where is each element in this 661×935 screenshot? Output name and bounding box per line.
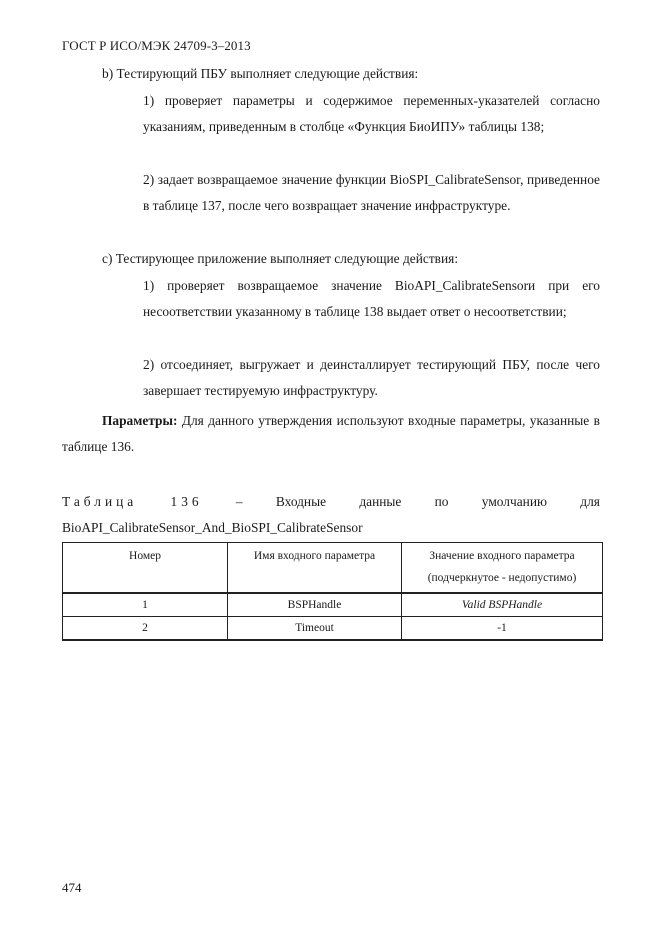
cell-parameter-value: -1 — [402, 617, 603, 641]
table-row — [63, 617, 603, 641]
cell-parameter-name: BSPHandle — [228, 593, 402, 617]
paragraph-b1: 1) проверяет параметры и содержимое переменных-указателей согласно указаниям, приведенным в столбце «Функция БиоИПУ» таблицы 138; — [143, 93, 600, 135]
table-row — [63, 593, 603, 617]
caption-word-1: Входные — [275, 494, 327, 509]
page-number: 474 — [62, 880, 82, 895]
caption-word-3: по — [434, 494, 449, 509]
document-header: ГОСТ Р ИСО/МЭК 24709-3–2013 — [62, 38, 251, 53]
header-number: Номер — [63, 543, 228, 594]
paragraph-c2: 2) отсоединяет, выгружает и деинсталлирует тестирующий ПБУ, после чего завершает тестируемую инфраструктуру. — [143, 357, 600, 399]
cell-number: 2 — [63, 617, 228, 641]
paragraph-parameters — [62, 408, 600, 461]
caption-word-table: Таблица — [62, 494, 138, 509]
paragraph-b2: 2) задает возвращаемое значение функции BioSPI_CalibrateSensor, приведенное в таблице 137, после чего возвращает значение инфраструктуре. — [143, 172, 600, 214]
table-caption — [62, 489, 600, 515]
parameters-label: Параметры: — [102, 413, 178, 428]
caption-word-4: умолчанию — [481, 494, 548, 509]
caption-table-number: 136 — [170, 494, 203, 509]
cell-parameter-value: Valid BSPHandle — [402, 593, 603, 617]
paragraph-b: b) Тестирующий ПБУ выполняет следующие действия: — [102, 66, 419, 81]
table-caption-function-name: BioAPI_CalibrateSensor_And_BioSPI_CalibrateSensor — [62, 520, 363, 535]
cell-number: 1 — [63, 593, 228, 617]
paragraph-c: c) Тестирующее приложение выполняет следующие действия: — [102, 251, 459, 266]
table-header-row — [63, 543, 603, 594]
cell-parameter-name: Timeout — [228, 617, 402, 641]
caption-word-5: для — [580, 494, 600, 509]
input-parameters-table — [62, 542, 603, 641]
header-parameter-value: Значение входного параметра (подчеркнутое - недопустимо) — [402, 543, 603, 594]
caption-word-2: данные — [359, 494, 402, 509]
caption-dash: – — [235, 494, 243, 509]
paragraph-c1: 1) проверяет возвращаемое значение BioAPI_CalibrateSensorи при его несоответствии указанному в таблице 138 выдает ответ о несоответствии; — [143, 278, 600, 320]
parameters-text: Для данного утверждения используют входные параметры, указанные в таблице 136. — [62, 413, 600, 455]
header-parameter-name: Имя входного параметра — [228, 543, 402, 594]
